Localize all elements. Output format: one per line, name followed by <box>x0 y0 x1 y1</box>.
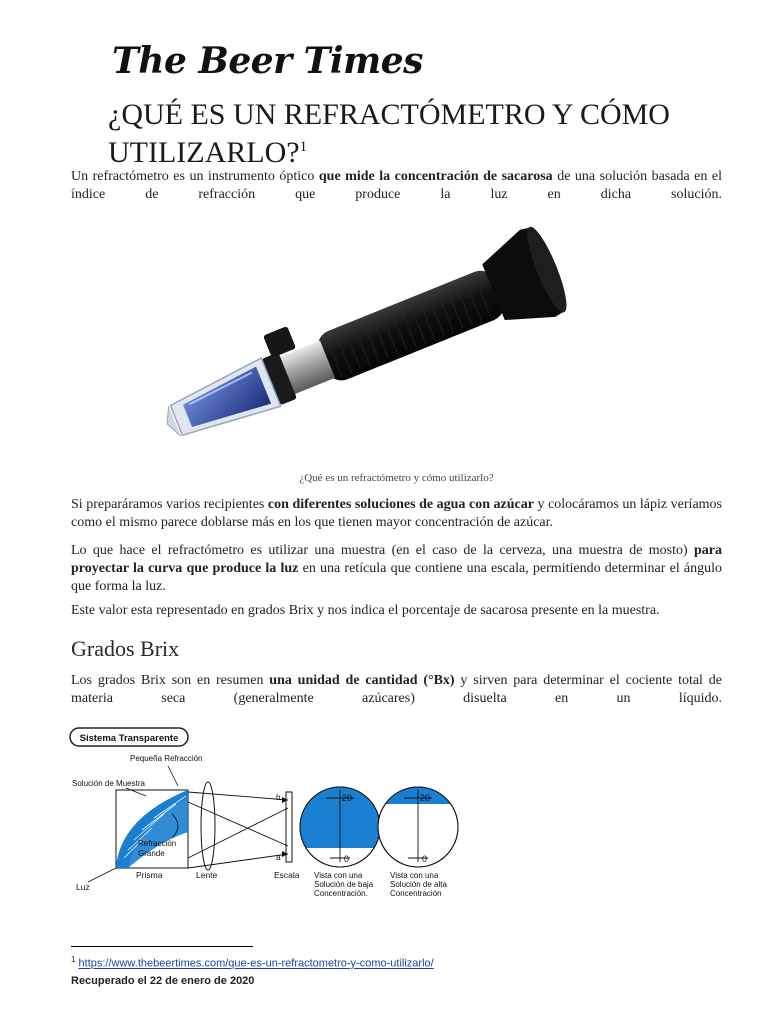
footnote-link[interactable]: https://www.thebeertimes.com/que-es-un-refractometro-y-como-utilizarlo/ <box>78 957 434 970</box>
system-label: Sistema Transparente <box>79 733 179 744</box>
scale-mark-b: b <box>276 793 281 802</box>
light-label: Luz <box>76 882 90 892</box>
footnote <box>71 955 434 970</box>
scale-bar <box>286 792 292 862</box>
refraction-diagram <box>68 722 468 912</box>
paragraph-brix-definition: Los grados Brix son en resumen una unidad de cantidad (°Bx) y sirven para determinar el cociente total de materia seca (generalmente azúcares) disuelta en un líquido. <box>71 673 722 706</box>
refractometer-image <box>150 212 610 462</box>
lens-shape <box>201 782 215 870</box>
low-view-tick-bottom: 0 <box>344 854 350 864</box>
low-view-tick-top: 20 <box>342 793 353 803</box>
title-footnote-mark[interactable]: 1 <box>299 139 308 155</box>
image-caption: ¿Qué es un refractómetro y cómo utilizarlo? <box>299 472 494 484</box>
retrieved-date: Recuperado el 22 de enero de 2020 <box>71 975 255 987</box>
high-view-caption-1: Vista con una <box>390 871 439 880</box>
large-refraction-label-1: Refracción <box>138 839 177 848</box>
paragraph-refractometer-use: Lo que hace el refractómetro es utilizar una muestra (en el caso de la cerveza, una muestra de mosto) para proyectar la curva que produce la luz en una retícula que contiene una escala, permitiendo determinar el ángulo que forma la luz. <box>71 543 723 594</box>
prism-label: Prisma <box>136 870 163 880</box>
large-refraction-label-2: Grande <box>138 849 165 858</box>
section-heading-brix: Grados Brix <box>71 636 180 661</box>
low-view-caption-1: Vista con una <box>314 871 363 880</box>
low-concentration-view <box>298 786 382 867</box>
high-view-tick-bottom: 0 <box>422 854 428 864</box>
article-title: ¿QUÉ ES UN REFRACTÓMETRO Y CÓMO UTILIZARLO?$^1$ <box>108 98 670 169</box>
paragraph-solutions: Si preparáramos varios recipientes con diferentes soluciones de agua con azúcar y colocáramos un lápiz veríamos como el mismo parece doblarse más en los que tienen mayor concentración de azúcar. <box>71 497 722 530</box>
high-concentration-view <box>376 786 460 867</box>
sample-solution-label: Solución de Muestra <box>72 779 145 788</box>
footnote-separator <box>71 946 253 947</box>
high-view-caption-2: Solución de alta <box>390 880 447 889</box>
scale-label: Escala <box>274 870 300 880</box>
paragraph-brix-value: Este valor esta representado en grados Brix y nos indica el porcentaje de sacarosa presente en la muestra. <box>71 603 660 618</box>
low-view-caption-3: Concentración. <box>314 889 368 898</box>
lens-label: Lente <box>196 870 218 880</box>
high-view-caption-3: Concentración <box>390 889 442 898</box>
low-view-caption-2: Solución de baja <box>314 880 374 889</box>
masthead-logo: The Beer Times <box>112 40 423 82</box>
small-refraction-label: Pequeña Refracción <box>130 754 203 763</box>
intro-paragraph: Un refractómetro es un instrumento óptico que mide la concentración de sacarosa de una solución basada en el índice de refracción que produce la luz en dicha solución. <box>71 169 723 202</box>
scale-mark-a: a <box>276 853 281 862</box>
high-view-tick-top: 20 <box>420 793 431 803</box>
footnote-mark: 1 <box>71 955 76 964</box>
